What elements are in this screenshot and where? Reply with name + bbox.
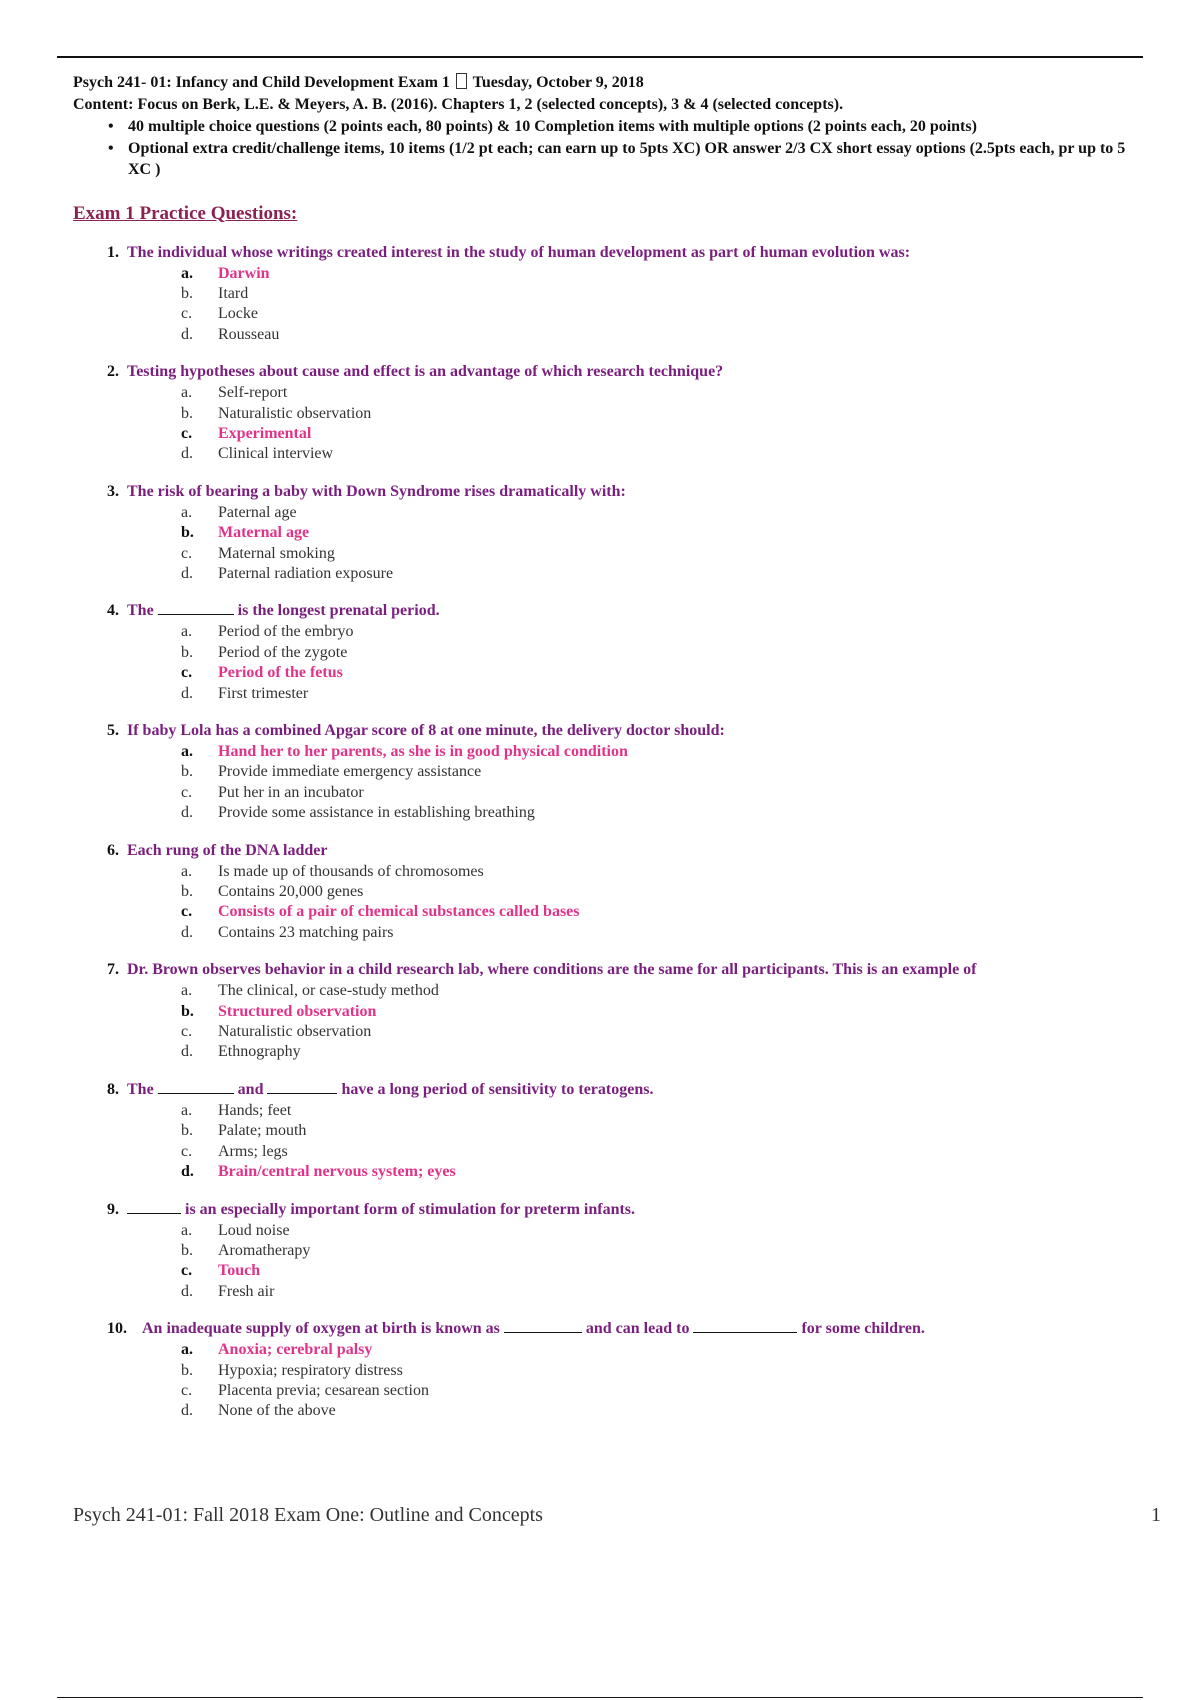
- option-text: Placenta previa; cesarean section: [218, 1381, 429, 1399]
- option-correct: [73, 523, 1143, 543]
- prompt-part: is the longest prenatal period.: [237, 602, 440, 620]
- option: [73, 1042, 1143, 1062]
- question-prompt: The individual whose writings created interest in the study of human development as part of human evolution was:: [127, 243, 911, 261]
- option: [73, 1101, 1143, 1121]
- option-letter: c.: [181, 544, 193, 562]
- option: [73, 304, 1143, 324]
- option-text: Fresh air: [218, 1282, 275, 1300]
- prompt-part: An inadequate supply of oxygen at birth is known as: [142, 1320, 500, 1338]
- option-letter: a.: [181, 862, 193, 880]
- page-footer: [73, 1502, 1161, 1528]
- option-letter: b.: [181, 284, 193, 302]
- option-letter: d.: [181, 445, 193, 463]
- option-text: Loud noise: [218, 1221, 290, 1239]
- question-1: [73, 242, 1143, 346]
- option-letter: a.: [181, 1101, 193, 1119]
- option-letter: c.: [181, 1381, 193, 1399]
- option-letter: b.: [181, 1241, 193, 1259]
- footer-text: Psych 241-01: Fall 2018 Exam One: Outline and Concepts: [73, 1504, 543, 1526]
- option-letter: d.: [181, 1163, 194, 1181]
- option-text: Is made up of thousands of chromosomes: [218, 862, 484, 880]
- prompt-part: have a long period of sensitivity to teratogens.: [341, 1080, 654, 1098]
- option-correct: [73, 902, 1143, 922]
- question-number: 1.: [107, 243, 119, 261]
- option-text: Maternal smoking: [218, 544, 335, 562]
- question-10: [73, 1318, 1143, 1422]
- question-number: 9.: [107, 1200, 119, 1218]
- options: [73, 383, 1143, 465]
- option-letter: b.: [181, 883, 193, 901]
- options: [73, 862, 1143, 944]
- option-correct: [73, 742, 1143, 762]
- option-letter: d.: [181, 1043, 193, 1061]
- question-text: [73, 959, 1143, 981]
- document-body: [73, 72, 1143, 1438]
- option-correct: [73, 1162, 1143, 1182]
- option-letter: b.: [181, 763, 193, 781]
- exam-format-list: [73, 116, 1143, 181]
- option-letter: d.: [181, 564, 193, 582]
- options: [73, 1221, 1143, 1303]
- option-letter: c.: [181, 1142, 193, 1160]
- option-correct: [73, 1340, 1143, 1360]
- option: [73, 923, 1143, 943]
- option-text: Consists of a pair of chemical substances called bases: [218, 903, 580, 921]
- question-6: [73, 840, 1143, 944]
- option-text: Hands; feet: [218, 1101, 292, 1119]
- option-text: Period of the zygote: [218, 643, 348, 661]
- option-letter: d.: [181, 684, 193, 702]
- missing-glyph-box: [456, 73, 467, 89]
- option-text: Naturalistic observation: [218, 1023, 372, 1041]
- option-text: Experimental: [218, 424, 312, 442]
- option-text: Aromatherapy: [218, 1241, 311, 1259]
- options: [73, 742, 1143, 824]
- question-number: 3.: [107, 482, 119, 500]
- question-number: 7.: [107, 961, 119, 979]
- option: [73, 284, 1143, 304]
- question-number: 5.: [107, 722, 119, 739]
- question-text: [73, 840, 1143, 862]
- option-text: First trimester: [218, 684, 309, 702]
- option: [73, 404, 1143, 424]
- option-letter: c.: [181, 424, 193, 442]
- question-3: [73, 481, 1143, 585]
- question-5: [73, 720, 1143, 824]
- option-text: Provide some assistance in establishing breathing: [218, 804, 535, 822]
- question-text: [73, 481, 1143, 503]
- question-prompt: [108, 1079, 653, 1101]
- option: [73, 1022, 1143, 1042]
- prompt-part: is an especially important form of stimulation for preterm infants.: [185, 1200, 636, 1218]
- option-letter: c.: [181, 664, 193, 682]
- option: [73, 544, 1143, 564]
- option-letter: c.: [181, 903, 193, 921]
- exam-header-line2: Content: Focus on Berk, L.E. & Meyers, A. B. (2016). Chapters 1, 2 (selected concepts), 3 & 4 (selected concepts).: [73, 96, 844, 113]
- question-text: [73, 361, 1143, 383]
- question-prompt: [108, 1199, 635, 1221]
- option-letter: a.: [181, 1221, 193, 1239]
- option: [73, 325, 1143, 345]
- option-correct: [73, 663, 1143, 683]
- option: [73, 444, 1143, 464]
- option-text: Darwin: [218, 264, 270, 282]
- question-text: [73, 1199, 1143, 1221]
- options: [73, 264, 1143, 346]
- option-letter: a.: [181, 1341, 193, 1359]
- answer-blank: [158, 1079, 234, 1094]
- option-letter: a.: [181, 384, 193, 402]
- option-letter: d.: [181, 1402, 193, 1420]
- section-title: Exam 1 Practice Questions:: [73, 202, 298, 224]
- options: [73, 622, 1143, 704]
- option-letter: b.: [181, 404, 193, 422]
- option-letter: d.: [181, 923, 193, 941]
- exam-date: Tuesday, October 9, 2018: [472, 74, 644, 91]
- question-text: [73, 1079, 1143, 1101]
- option: [73, 981, 1143, 1001]
- prompt-part: and can lead to: [585, 1320, 690, 1338]
- question-text: [73, 242, 1143, 264]
- option-text: Locke: [218, 305, 258, 323]
- option-letter: a.: [181, 264, 193, 282]
- answer-blank: [504, 1318, 582, 1333]
- question-8: [73, 1079, 1143, 1183]
- option-letter: b.: [181, 524, 194, 542]
- option: [73, 622, 1143, 642]
- prompt-part: The: [127, 1080, 154, 1098]
- options: [73, 503, 1143, 585]
- option-correct: [73, 264, 1143, 284]
- option-text: Rousseau: [218, 325, 280, 343]
- question-4: [73, 600, 1143, 704]
- option-letter: c.: [181, 305, 193, 323]
- option-letter: d.: [181, 1282, 193, 1300]
- option-text: Hypoxia; respiratory distress: [218, 1361, 403, 1379]
- question-number: 10.: [107, 1320, 127, 1338]
- option-text: Provide immediate emergency assistance: [218, 763, 482, 781]
- option: [73, 862, 1143, 882]
- question-text: [73, 600, 1143, 622]
- exam-header-line1: [73, 72, 1143, 94]
- option-letter: a.: [181, 623, 193, 641]
- option-text: Itard: [218, 284, 249, 302]
- option: [73, 383, 1143, 403]
- question-text: [73, 1318, 1143, 1340]
- option: [73, 643, 1143, 663]
- top-rule: [57, 56, 1143, 58]
- option-text: Contains 20,000 genes: [218, 883, 364, 901]
- bullet-item: • 40 multiple choice questions (2 points each, 80 points) & 10 Completion items with multiple options (2 points each, 20 points): [111, 116, 1143, 138]
- options: [73, 1101, 1143, 1183]
- option: [73, 762, 1143, 782]
- bullet-item: • Optional extra credit/challenge items, 10 items (1/2 pt each; can earn up to 5pts XC) OR answer 2/3 CX short essay options (2.5pts each, pr up to 5 XC ): [111, 138, 1143, 181]
- question-text: [73, 720, 1143, 742]
- option-text: Touch: [218, 1262, 261, 1280]
- question-list: [73, 242, 1143, 1422]
- option-letter: a.: [181, 982, 193, 1000]
- option-text: Paternal age: [218, 503, 297, 521]
- option-correct: [73, 1261, 1143, 1281]
- option: [73, 503, 1143, 523]
- option-text: Paternal radiation exposure: [218, 564, 394, 582]
- answer-blank: [158, 600, 234, 615]
- option: [73, 1221, 1143, 1241]
- option-text: Clinical interview: [218, 445, 334, 463]
- option-text: Contains 23 matching pairs: [218, 923, 394, 941]
- question-prompt: [108, 600, 440, 622]
- exam-title: Psych 241- 01: Infancy and Child Development Exam 1: [73, 74, 450, 91]
- option: [73, 1142, 1143, 1162]
- question-number: 2.: [107, 363, 119, 381]
- option: [73, 1361, 1143, 1381]
- option: [73, 1241, 1143, 1261]
- option: [73, 803, 1143, 823]
- option-letter: c.: [181, 783, 193, 801]
- option-text: Maternal age: [218, 524, 310, 542]
- option-text: Arms; legs: [218, 1142, 288, 1160]
- option-text: Period of the embryo: [218, 623, 354, 641]
- option-letter: b.: [181, 1361, 193, 1379]
- question-prompt: Each rung of the DNA ladder: [127, 841, 328, 859]
- option-text: None of the above: [218, 1402, 336, 1420]
- option-text: Put her in an incubator: [218, 783, 364, 801]
- options: [73, 981, 1143, 1063]
- question-prompt: Dr. Brown observes behavior in a child research lab, where conditions are the same for all participants. This is an example of: [127, 961, 977, 979]
- question-prompt: If baby Lola has a combined Apgar score of 8 at one minute, the delivery doctor should:: [127, 722, 725, 739]
- option: [73, 684, 1143, 704]
- option-text: Palate; mouth: [218, 1122, 307, 1140]
- question-number: 8.: [107, 1080, 119, 1098]
- answer-blank: [267, 1079, 337, 1094]
- question-9: [73, 1199, 1143, 1303]
- question-number: 4.: [107, 602, 119, 620]
- option-letter: b.: [181, 1122, 193, 1140]
- question-prompt: [108, 1318, 925, 1340]
- options: [73, 1340, 1143, 1422]
- option-text: Structured observation: [218, 1002, 377, 1020]
- answer-blank: [127, 1199, 181, 1214]
- option-text: Naturalistic observation: [218, 404, 372, 422]
- option-letter: d.: [181, 325, 193, 343]
- option-letter: c.: [181, 1023, 193, 1041]
- prompt-part: The: [127, 602, 154, 620]
- question-2: [73, 361, 1143, 465]
- option: [73, 1282, 1143, 1302]
- option-text: Self-report: [218, 384, 288, 402]
- option-text: Ethnography: [218, 1043, 301, 1061]
- option-text: Brain/central nervous system; eyes: [218, 1163, 456, 1181]
- bottom-rule: [57, 1697, 1143, 1698]
- option-text: Anoxia; cerebral palsy: [218, 1341, 373, 1359]
- question-prompt: Testing hypotheses about cause and effect is an advantage of which research technique?: [127, 363, 724, 381]
- question-number: 6.: [107, 841, 119, 859]
- option-text: Period of the fetus: [218, 664, 343, 682]
- prompt-part: for some children.: [801, 1320, 925, 1338]
- option-letter: b.: [181, 643, 193, 661]
- option-text: Hand her to her parents, as she is in good physical condition: [218, 743, 628, 760]
- answer-blank: [693, 1318, 797, 1333]
- option: [73, 882, 1143, 902]
- question-prompt: The risk of bearing a baby with Down Syndrome rises dramatically with:: [127, 482, 626, 500]
- question-7: [73, 959, 1143, 1063]
- option-letter: b.: [181, 1002, 194, 1020]
- option: [73, 564, 1143, 584]
- option-text: The clinical, or case-study method: [218, 982, 439, 1000]
- option-letter: a.: [181, 743, 193, 760]
- option: [73, 1381, 1143, 1401]
- option: [73, 1401, 1143, 1421]
- option-letter: d.: [181, 804, 193, 822]
- option-correct: [73, 424, 1143, 444]
- option-letter: a.: [181, 503, 193, 521]
- option: [73, 1121, 1143, 1141]
- page-number: 1: [1151, 1504, 1161, 1526]
- option-correct: [73, 1002, 1143, 1022]
- option-letter: c.: [181, 1262, 193, 1280]
- option: [73, 783, 1143, 803]
- prompt-part: and: [237, 1080, 264, 1098]
